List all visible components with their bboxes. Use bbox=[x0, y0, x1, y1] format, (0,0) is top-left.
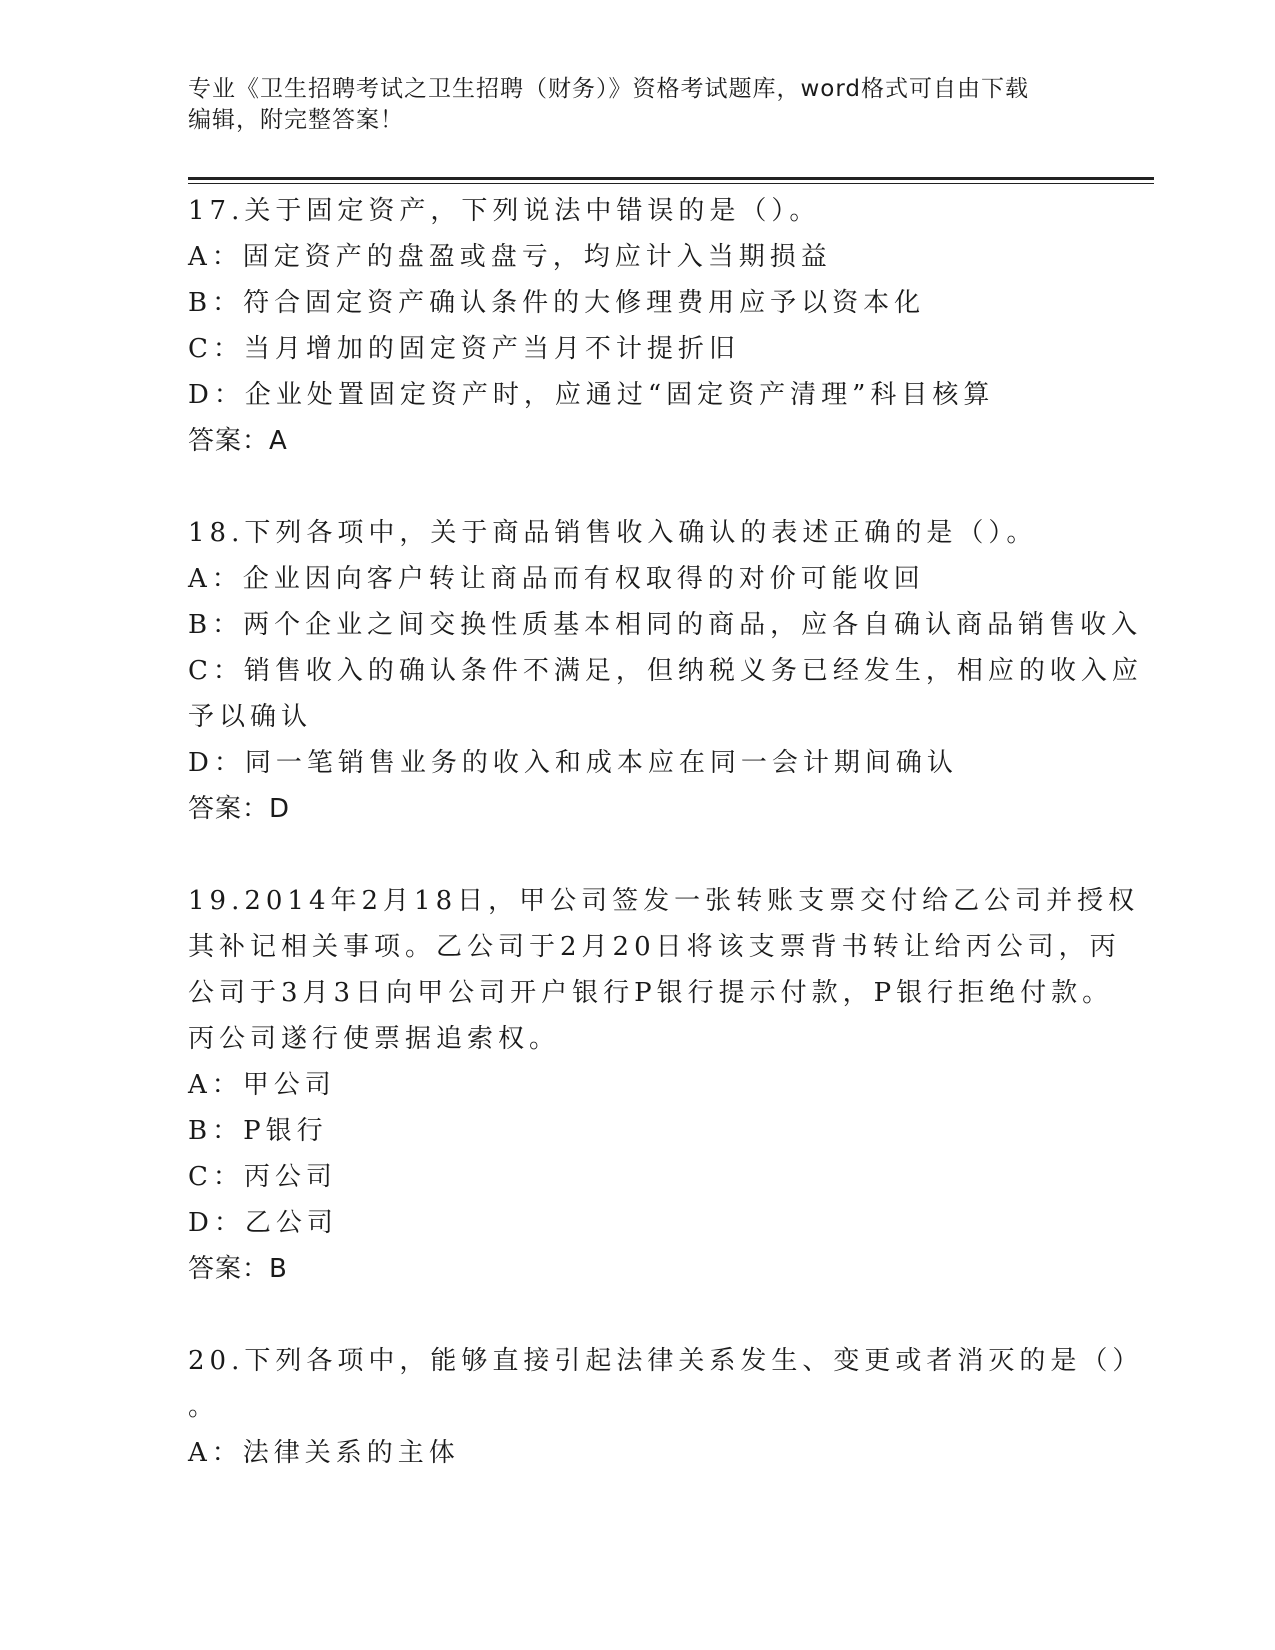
option-c: C：销售收入的确认条件不满足，但纳税义务已经发生，相应的收入应 bbox=[188, 656, 1143, 686]
option-d: D：企业处置固定资产时，应通过“固定资产清理”科目核算 bbox=[188, 380, 995, 410]
header-divider-thin bbox=[188, 183, 1154, 184]
question-stem-continued: 丙公司遂行使票据追索权。 bbox=[188, 1024, 561, 1054]
question-stem-continued: 其补记相关事项。乙公司于2月20日将该支票背书转让给丙公司，丙 bbox=[188, 932, 1121, 962]
option-a: A：法律关系的主体 bbox=[188, 1438, 460, 1468]
option-d: D：乙公司 bbox=[188, 1208, 338, 1238]
question-stem: 20.下列各项中，能够直接引起法律关系发生、变更或者消灭的是（） bbox=[188, 1346, 1144, 1376]
question-stem-continued: 公司于3月3日向甲公司开户银行P银行提示付款，P银行拒绝付款。 bbox=[188, 978, 1114, 1008]
question-19 bbox=[188, 878, 1140, 1292]
document-header bbox=[188, 74, 1068, 136]
option-c: C：当月增加的固定资产当月不计提折旧 bbox=[188, 334, 740, 364]
question-20 bbox=[188, 1338, 1144, 1476]
question-stem-continued: 。 bbox=[188, 1392, 220, 1422]
option-d: D：同一笔销售业务的收入和成本应在同一会计期间确认 bbox=[188, 748, 958, 778]
question-18 bbox=[188, 510, 1143, 832]
header-divider-thick bbox=[188, 177, 1154, 180]
option-b: B：符合固定资产确认条件的大修理费用应予以资本化 bbox=[188, 288, 926, 318]
option-a: A：固定资产的盘盈或盘亏，均应计入当期损益 bbox=[188, 242, 832, 272]
question-stem: 17.关于固定资产，下列说法中错误的是（）。 bbox=[188, 196, 821, 226]
option-a: A：企业因向客户转让商品而有权取得的对价可能收回 bbox=[188, 564, 925, 594]
question-stem: 18.下列各项中，关于商品销售收入确认的表述正确的是（）。 bbox=[188, 518, 1038, 548]
question-17 bbox=[188, 188, 1088, 464]
answer: 答案：D bbox=[188, 794, 291, 824]
option-c: C：丙公司 bbox=[188, 1162, 337, 1192]
answer: 答案：B bbox=[188, 1254, 288, 1284]
header-line-1: 专业《卫生招聘考试之卫生招聘（财务）》资格考试题库，word格式可自由下载 bbox=[188, 76, 1030, 102]
question-list bbox=[188, 188, 1144, 1522]
option-b: B：P银行 bbox=[188, 1116, 328, 1146]
question-stem: 19.2014年2月18日，甲公司签发一张转账支票交付给乙公司并授权 bbox=[188, 886, 1140, 916]
option-a: A：甲公司 bbox=[188, 1070, 336, 1100]
answer: 答案：A bbox=[188, 426, 288, 456]
option-c-continued: 予以确认 bbox=[188, 702, 313, 732]
option-b: B：两个企业之间交换性质基本相同的商品，应各自确认商品销售收入 bbox=[188, 610, 1143, 640]
header-line-2: 编辑，附完整答案！ bbox=[188, 107, 404, 133]
